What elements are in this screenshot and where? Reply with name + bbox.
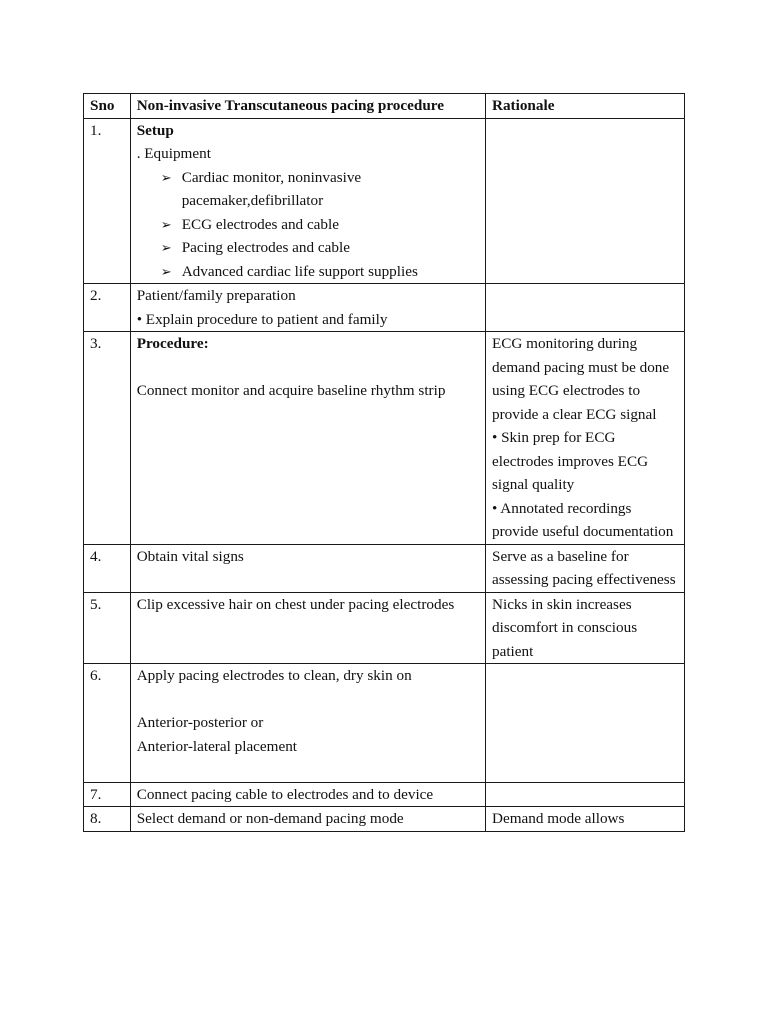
procedure-cell: Clip excessive hair on chest under pacing electrodes (130, 592, 485, 664)
rationale-cell: Demand mode allows (486, 807, 685, 832)
row-number: 6. (84, 664, 131, 783)
table-row (84, 664, 685, 783)
list-item: ➢ ECG electrodes and cable (161, 213, 481, 237)
rationale-text: • Annotated recordings provide useful documentation (492, 499, 674, 540)
row-number: 4. (84, 544, 131, 592)
table-row (84, 118, 685, 284)
header-rationale: Rationale (486, 94, 685, 119)
rationale-text: • Skin prep for ECG electrodes improves ECG signal quality (492, 429, 649, 493)
rationale-text: ECG monitoring during demand pacing must be done using ECG electrodes to provide a clear ECG signal (492, 335, 670, 423)
header-procedure: Non-invasive Transcutaneous pacing procedure (130, 94, 485, 119)
procedure-cell: Obtain vital signs (130, 544, 485, 592)
equipment-list (137, 166, 481, 284)
procedure-cell (130, 332, 485, 545)
step-text: Patient/family preparation (136, 287, 296, 304)
row-number: 3. (84, 332, 131, 545)
list-item: ➢ Pacing electrodes and cable (161, 236, 481, 260)
table-header-row (84, 94, 685, 119)
rationale-cell (486, 118, 685, 284)
row-number: 1. (84, 118, 131, 284)
procedure-cell: Select demand or non-demand pacing mode (130, 807, 485, 832)
rationale-cell: Serve as a baseline for assessing pacing effectiveness (486, 544, 685, 592)
procedure-table (83, 93, 685, 832)
step-detail: • Explain procedure to patient and family (136, 310, 388, 328)
procedure-cell (130, 664, 485, 783)
row-number: 5. (84, 592, 131, 664)
step-text: Connect monitor and acquire baseline rhythm strip (136, 382, 446, 399)
list-item: ➢ Advanced cardiac life support supplies (161, 260, 481, 284)
step-title: Procedure: (136, 335, 209, 352)
placement-option: Anterior-lateral placement (136, 737, 298, 755)
step-subtitle: . Equipment (136, 145, 211, 162)
table-row (84, 284, 685, 332)
table-row (84, 807, 685, 832)
step-text: Apply pacing electrodes to clean, dry skin on (136, 667, 412, 684)
arrow-bullet-icon: ➢ (160, 240, 172, 255)
placement-option: Anterior-posterior or (136, 714, 264, 731)
arrow-bullet-icon: ➢ (160, 263, 172, 279)
procedure-cell (130, 118, 485, 284)
list-item: ➢ Cardiac monitor, noninvasive pacemaker,defibrillator (161, 166, 481, 213)
procedure-cell (130, 284, 485, 332)
table-row (84, 592, 685, 664)
table-row (84, 544, 685, 592)
rationale-cell (486, 782, 685, 807)
row-number: 8. (84, 807, 131, 832)
rationale-cell (486, 332, 685, 545)
arrow-bullet-icon: ➢ (160, 169, 172, 185)
arrow-bullet-icon: ➢ (160, 216, 172, 232)
procedure-cell: Connect pacing cable to electrodes and to device (130, 782, 485, 807)
rationale-cell (486, 284, 685, 332)
rationale-cell (486, 664, 685, 783)
table-row (84, 782, 685, 807)
table-row (84, 332, 685, 545)
rationale-cell: Nicks in skin increases discomfort in conscious patient (486, 592, 685, 664)
row-number: 7. (84, 782, 131, 807)
step-title: Setup (136, 121, 174, 139)
header-sno: Sno (84, 94, 131, 119)
row-number: 2. (84, 284, 131, 332)
